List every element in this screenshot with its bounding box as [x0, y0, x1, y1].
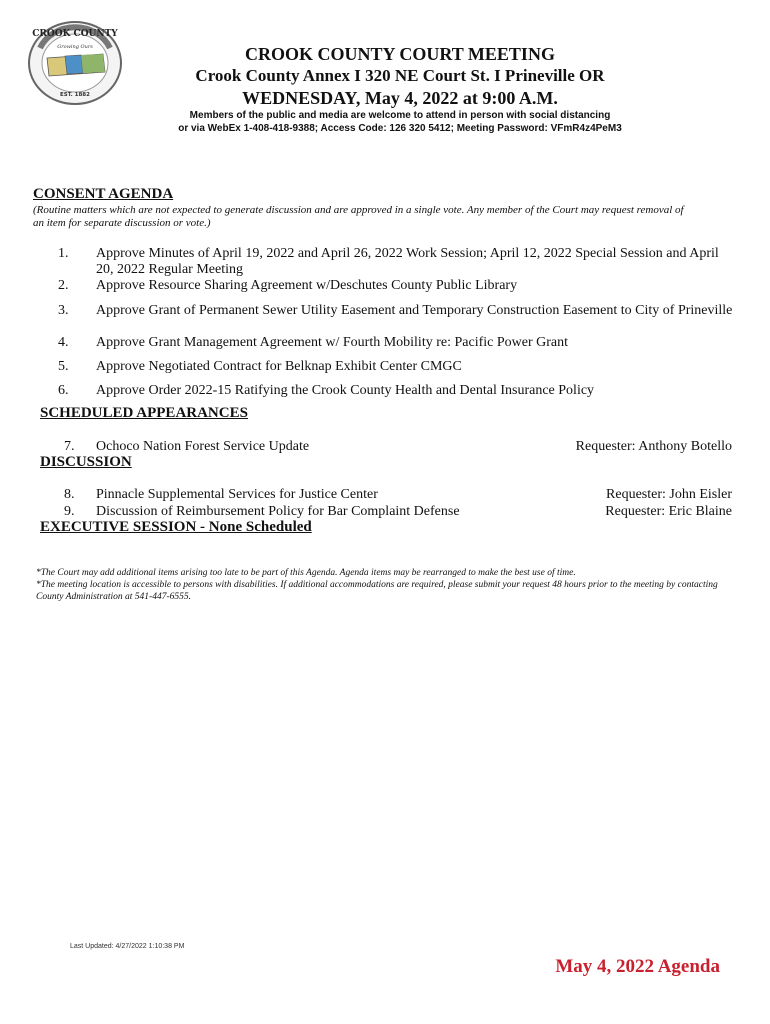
requester: Requester: John Eisler: [606, 487, 732, 502]
item-number: 8.: [64, 487, 75, 502]
discussion-heading: DISCUSSION: [40, 454, 132, 470]
item-number: 2.: [58, 278, 69, 293]
agenda-item-text: Ochoco Nation Forest Service Update: [96, 439, 310, 454]
public-notice-line1: Members of the public and media are welcome to attend in person with social distancing: [189, 110, 611, 121]
item-number: 9.: [64, 504, 75, 519]
agenda-item-text: Approve Order 2022-15 Ratifying the Crook County Health and Dental Insurance Policy: [96, 383, 595, 398]
meeting-location: Crook County Annex I 320 NE Court St. I Prineville OR: [195, 66, 605, 85]
agenda-item-text: Approve Minutes of April 19, 2022 and April 26, 2022 Work Session; April 12, 2022 Special Session and April 20, 2022 Regular Meeting: [96, 246, 719, 277]
consent-agenda-note: (Routine matters which are not expected to generate discussion and are approved in a single vote. Any member of the Court may request removal of an item for separate discussion or vote.): [33, 204, 684, 229]
last-updated: Last Updated: 4/27/2022 1:10:38 PM: [70, 943, 185, 950]
item-number: 5.: [58, 359, 69, 374]
requester: Requester: Eric Blaine: [605, 504, 732, 519]
agenda-item-text: Discussion of Reimbursement Policy for Bar Complaint Defense: [96, 504, 460, 519]
seal-text: CROOK COUNTY: [32, 29, 118, 39]
item-number: 7.: [64, 439, 75, 454]
consent-agenda-heading: CONSENT AGENDA: [33, 186, 174, 202]
crook-county-seal: [25, 18, 125, 108]
agenda-item-text: Approve Negotiated Contract for Belknap Exhibit Center CMGC: [96, 359, 462, 374]
item-number: 6.: [58, 383, 69, 398]
meeting-datetime: WEDNESDAY, May 4, 2022 at 9:00 A.M.: [242, 88, 558, 108]
agenda-date-stamp: May 4, 2022 Agenda: [555, 956, 720, 977]
agenda-item-text: Approve Grant of Permanent Sewer Utility Easement and Temporary Construction Easement to City of Prineville: [96, 303, 733, 318]
item-number: 4.: [58, 335, 69, 350]
requester: Requester: Anthony Botello: [575, 439, 732, 454]
agenda-item-text: Pinnacle Supplemental Services for Justice Center: [96, 487, 378, 502]
scheduled-appearances-heading: SCHEDULED APPEARANCES: [40, 405, 248, 421]
public-notice-line2: or via WebEx 1-408-418-9388; Access Code: 126 320 5412; Meeting Password: VFmR4z4PeM3: [178, 123, 622, 134]
seal-year: EST. 1882: [60, 92, 90, 98]
item-number: 1.: [58, 246, 69, 261]
footnote-accessibility: *The meeting location is accessible to persons with disabilities. If additional accommodations are required, please submit your request 48 hours prior to the meeting by contacting County Administration at 541-447-6555.: [36, 580, 718, 602]
item-number: 3.: [58, 303, 69, 318]
agenda-item-text: Approve Grant Management Agreement w/ Fourth Mobility re: Pacific Power Grant: [96, 335, 568, 350]
seal-motto: Growing Ours: [57, 44, 93, 50]
meeting-title: CROOK COUNTY COURT MEETING: [245, 44, 555, 64]
agenda-item-text: Approve Resource Sharing Agreement w/Deschutes County Public Library: [96, 278, 518, 293]
executive-session-heading: EXECUTIVE SESSION - None Scheduled: [40, 519, 312, 535]
footnote-agenda-changes: *The Court may add additional items arising too late to be part of this Agenda. Agenda items may be rearranged to make the best use of time.: [36, 568, 576, 578]
